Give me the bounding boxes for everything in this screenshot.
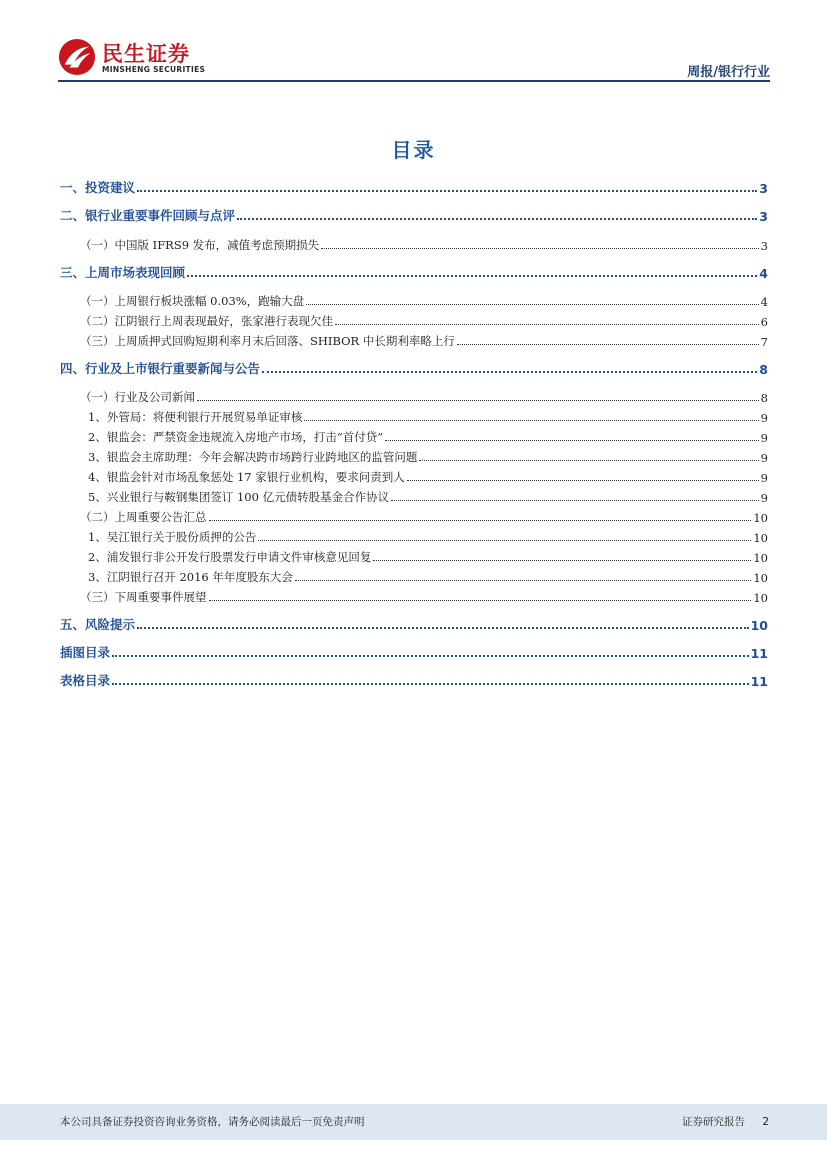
toc-entry-title: （一）上周银行板块涨幅 0.03%，跑输大盘 (80, 294, 305, 308)
toc-entry[interactable] (60, 447, 768, 465)
page-number: 2 (762, 1116, 769, 1128)
toc-entry-page: 9 (760, 491, 768, 505)
toc-entry-page: 3 (760, 239, 768, 253)
toc-entry[interactable] (60, 507, 768, 525)
toc-entry-page: 9 (760, 431, 768, 445)
toc-entry-title: 五、风险提示 (60, 617, 136, 632)
toc-leader-dots (385, 440, 759, 441)
toc-entry[interactable] (60, 407, 768, 425)
toc-entry-page: 10 (753, 531, 768, 545)
footer-disclaimer: 本公司具备证券投资咨询业务资格，请务必阅读最后一页免责声明 (60, 1116, 365, 1128)
brand-name-cn: 民生证券 (102, 42, 190, 66)
toc-entry-title: 3、江阴银行召开 2016 年年度股东大会 (88, 570, 293, 584)
toc-leader-dots (321, 248, 758, 249)
toc-entry[interactable] (60, 527, 768, 545)
toc-entry-title: 四、行业及上市银行重要新闻与公告 (60, 361, 261, 376)
toc-leader-dots (335, 324, 759, 325)
toc-entry[interactable] (60, 643, 768, 661)
report-type: 周报/银行行业 (687, 65, 770, 80)
header-divider (58, 80, 770, 82)
footer-right (668, 1114, 769, 1129)
toc-entry[interactable] (60, 235, 768, 253)
toc-entry-page: 10 (753, 591, 768, 605)
brand-logo (58, 36, 248, 80)
toc-leader-dots (237, 218, 757, 220)
toc-leader-dots (262, 371, 757, 373)
toc-leader-dots (209, 520, 752, 521)
page-footer (0, 1104, 827, 1140)
toc-leader-dots (112, 683, 749, 685)
toc-entry-page: 8 (759, 362, 768, 377)
toc-leader-dots (112, 655, 749, 657)
toc-entry-page: 4 (759, 266, 768, 281)
toc-entry-page: 3 (759, 181, 768, 196)
toc-entry-title: 2、银监会：严禁资金违规流入房地产市场，打击“首付贷” (88, 430, 384, 444)
toc-leader-dots (295, 580, 751, 581)
toc-entry-page: 10 (753, 511, 768, 525)
toc-entry-page: 6 (760, 315, 768, 329)
page-header (58, 36, 770, 80)
toc-entry-title: 2、浦发银行非公开发行股票发行申请文件审核意见回复 (88, 550, 372, 564)
toc-entry-page: 9 (760, 411, 768, 425)
toc-leader-dots (391, 500, 759, 501)
toc-entry[interactable] (60, 359, 768, 377)
toc-entry-page: 11 (750, 674, 768, 689)
report-label: 证券研究报告 (681, 1116, 745, 1128)
toc-entry-title: 二、银行业重要事件回顾与点评 (60, 208, 236, 223)
toc-leader-dots (209, 600, 752, 601)
toc-entry[interactable] (60, 311, 768, 329)
toc-entry-title: （一）中国版 IFRS9 发布，减值考虑预期损失 (80, 238, 320, 252)
toc-entry[interactable] (60, 671, 768, 689)
toc-entry-page: 10 (750, 618, 768, 633)
toc-entry-title: 一、投资建议 (60, 180, 136, 195)
toc-entry[interactable] (60, 467, 768, 485)
toc-leader-dots (137, 627, 749, 629)
toc-leader-dots (137, 190, 757, 192)
toc-entry[interactable] (60, 263, 768, 281)
toc-leader-dots (407, 480, 759, 481)
toc-entry-title: （三）下周重要事件展望 (80, 590, 207, 604)
toc-title: 目录 (391, 138, 436, 162)
toc-entry-title: 插图目录 (60, 645, 111, 660)
toc-entry[interactable] (60, 291, 768, 309)
toc-entry[interactable] (60, 487, 768, 505)
toc-entry-title: 5、兴业银行与鞍钢集团签订 100 亿元债转股基金合作协议 (88, 490, 390, 504)
toc-entry-title: 1、吴江银行关于股份质押的公告 (88, 530, 257, 544)
toc-entry-page: 7 (760, 335, 768, 349)
toc-leader-dots (306, 304, 758, 305)
toc-entry[interactable] (60, 547, 768, 565)
toc-entry-page: 9 (760, 471, 768, 485)
toc-leader-dots (419, 460, 758, 461)
toc-leader-dots (258, 540, 751, 541)
toc-entry-title: 表格目录 (60, 673, 111, 688)
toc-leader-dots (187, 275, 757, 277)
toc-entry-title: 1、外管局：将便利银行开展贸易单证审核 (88, 410, 303, 424)
toc-entry-page: 10 (753, 571, 768, 585)
toc-entry-title: （二）江阴银行上周表现最好，张家港行表现欠佳 (80, 314, 333, 328)
toc-leader-dots (304, 420, 758, 421)
minsheng-logo-icon (58, 38, 96, 76)
toc-entry-title: （三）上周质押式回购短期利率月末后回落、SHIBOR 中长期利率略上行 (80, 334, 455, 348)
toc-entry-title: 三、上周市场表现回顾 (60, 265, 186, 280)
toc-entry-page: 10 (753, 551, 768, 565)
toc-entry[interactable] (60, 567, 768, 585)
toc-entry[interactable] (60, 206, 768, 224)
toc-leader-dots (197, 400, 759, 401)
toc-entry-page: 9 (760, 451, 768, 465)
toc-entry[interactable] (60, 178, 768, 196)
toc-entry-page: 3 (759, 209, 768, 224)
toc-entry-title: （二）上周重要公告汇总 (80, 510, 207, 524)
toc-entry[interactable] (60, 427, 768, 445)
toc-leader-dots (373, 560, 751, 561)
toc-entry-page: 4 (760, 295, 768, 309)
toc-entry-title: 4、银监会针对市场乱象惩处 17 家银行业机构，要求问责到人 (88, 470, 405, 484)
toc-entry-page: 11 (750, 646, 768, 661)
toc-leader-dots (457, 344, 759, 345)
toc-entry-page: 8 (760, 391, 768, 405)
brand-name-en: MINSHENG SECURITIES (102, 65, 206, 74)
toc-entry[interactable] (60, 587, 768, 605)
toc-entry-title: （一）行业及公司新闻 (80, 390, 195, 404)
toc-entry[interactable] (60, 387, 768, 405)
toc-entry[interactable] (60, 331, 768, 349)
toc-entry-title: 3、银监会主席助理：今年会解决跨市场跨行业跨地区的监管问题 (88, 450, 418, 464)
toc-entry[interactable] (60, 615, 768, 633)
